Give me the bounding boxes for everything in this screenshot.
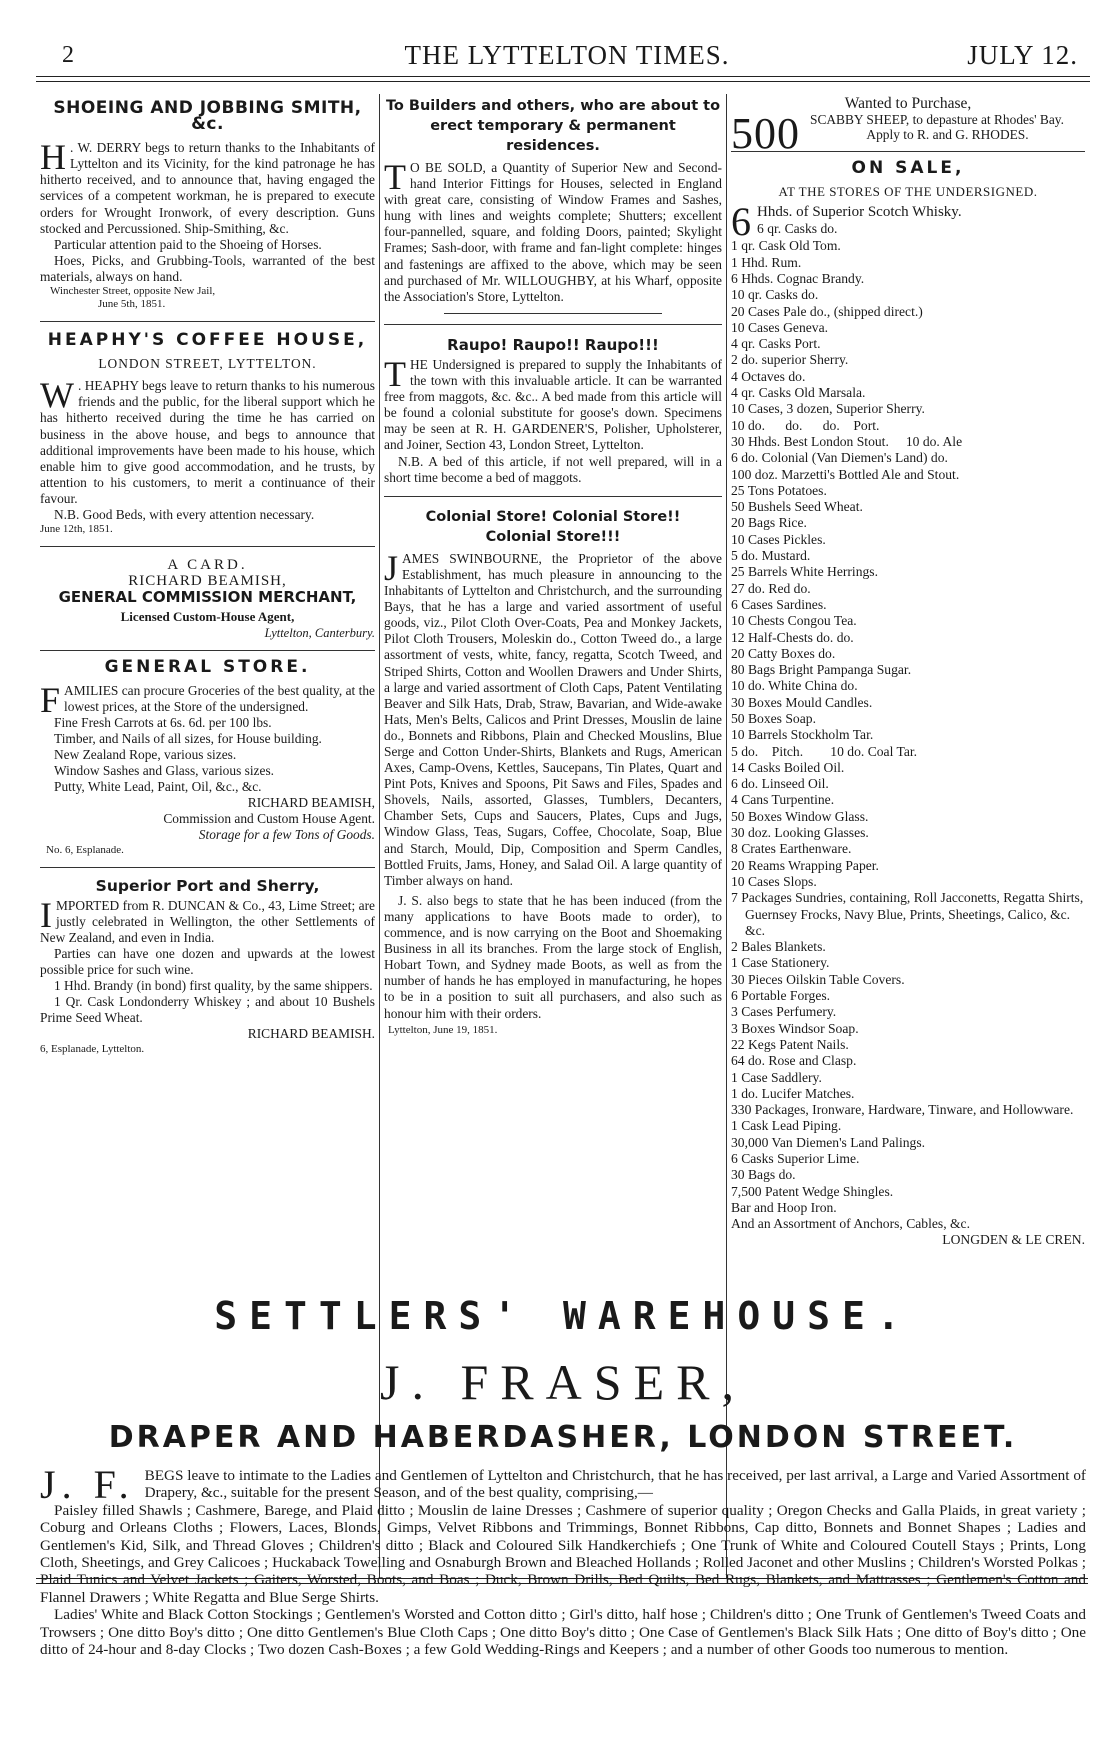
sale-item: 20 Cases Pale do., (shipped direct.) xyxy=(731,303,923,319)
store-items xyxy=(40,715,375,795)
wanted-number: 500 xyxy=(731,109,800,159)
store-address: No. 6, Esplanade. xyxy=(46,843,124,856)
sale-item: 1 do. Lucifer Matches. xyxy=(731,1085,855,1101)
page-number: 2 xyxy=(62,42,74,68)
sale-item: 6 Casks Superior Lime. xyxy=(731,1151,860,1166)
wanted-heading: Wanted to Purchase, xyxy=(844,95,972,112)
advert-initials: J. F. xyxy=(40,1462,135,1507)
wanted-body: 500 SCABBY SHEEP, to depasture at Rhodes' Bay. xyxy=(731,109,1064,159)
colonial-paragraph: J. S. also begs to state that he has been induced (from the many applications to have Boots made to order), to commence, and is now carrying on the Boot and Shoemaking Business in all its branches. From the large stock of English, Hobart Town, and Sydney made Boots, as well as from the number of hands he has employed in manufacturing, he hopes to be in a position to suit all purchasers, and also such as honour him with their orders. xyxy=(384,892,722,1021)
sale-item: 20 Catty Boxes do. xyxy=(731,645,836,661)
drop-cap: I xyxy=(40,894,52,935)
sale-item: 2 Bales Blankets. xyxy=(731,939,826,955)
sale-item: 4 qr. Casks Port. xyxy=(731,336,821,352)
column-2 xyxy=(384,96,722,1037)
port-body: IMPORTED from R. DUNCAN & Co., 43, Lime Street; are justly celebrated in Wellington, the other Settlements of New Zealand, and even in India. xyxy=(40,894,375,945)
newspaper-title: THE LYTTELTON TIMES. xyxy=(404,40,730,70)
sale-item: 7 Packages Sundries, containing, Roll Jacconetts, Regatta Shirts, Guernsey Frocks, Navy Blue, Prints, Sheetings, Calico, &c. &c. xyxy=(731,890,1087,938)
sale-item: 1 Cask Lead Piping. xyxy=(731,1118,842,1134)
sale-item: 1 qr. Cask Old Tom. xyxy=(731,238,841,254)
smith-date: June 5th, 1851. xyxy=(98,298,166,311)
sale-item: 6 Hhds. Cognac Brandy. xyxy=(731,270,865,286)
builders-body: T O BE SOLD, a Quantity of Superior New and Second-hand Interior Fittings for Houses, selected in England with great care, consisting of Window Frames and Sashes, hung with lines and weights complete; Shutters; excellent four-pannelled, square, and folding Doors, painted; Skylight Frames; Sash-door, with frame and fan-light complete: hinges and fastenings are affixed to the above, which may be seen and purchased of Mr. WILLOUGHBY, at his Wharf, opposite the Association's Store, Lyttelton. xyxy=(384,157,722,304)
divider xyxy=(40,867,375,868)
smith-paragraph: Particular attention paid to the Shoeing of Horses. xyxy=(54,236,322,252)
sale-item: 10 Cases, 3 dozen, Superior Sherry. xyxy=(731,401,925,417)
sale-item: 20 Bags Rice. xyxy=(731,515,807,531)
sale-number: 6 xyxy=(731,199,751,245)
divider xyxy=(444,313,662,314)
port-paragraph: 1 Hhd. Brandy (in bond) first quality, by the same shippers. xyxy=(54,978,373,994)
column-1 xyxy=(40,96,375,1056)
smith-paragraph: Hoes, Picks, and Grubbing-Tools, warranted of the best materials, always on hand. xyxy=(40,252,375,284)
column-3 xyxy=(731,96,1085,1249)
raupo-nb: N.B. A bed of this article, if not well prepared, will in a short time become a bed of maggots. xyxy=(384,453,722,485)
sale-item: 10 do. White China do. xyxy=(731,678,858,694)
masthead xyxy=(46,38,1088,74)
sale-item: 10 Cases Pickles. xyxy=(731,531,826,547)
store-item: Fine Fresh Carrots at 6s. 6d. per 100 lbs. xyxy=(54,714,272,730)
divider xyxy=(40,321,375,322)
sale-item: And an Assortment of Anchors, Cables, &c. xyxy=(731,1216,970,1232)
advert-body xyxy=(40,1462,1086,1659)
coffee-date: June 12th, 1851. xyxy=(40,523,113,536)
sale-item: 14 Casks Boiled Oil. xyxy=(731,759,845,775)
colonial-heading: Colonial Store! Colonial Store!! xyxy=(425,508,681,525)
sale-item: 30,000 Van Diemen's Land Palings. xyxy=(731,1134,926,1150)
sale-item: 5 do. Mustard. xyxy=(731,548,811,564)
divider xyxy=(40,546,375,547)
colonial-body: JAMES SWINBOURNE, the Proprietor of the above Establishment, has much pleasure in announcing to the Inhabitants of Lyttelton and Christchurch, and the surrounding Bays, that he has a large and varied assortment of useful goods, viz., Pilot Cloth Over-Coats, Pea and Monkey Jackets, Pilot Cloth Trousers, Moleskin do., Cotton Tweed do., a large assortment of vests, white, fancy, regatta, Scotch Tweed, and Striped Shirts, Cotton and Woollen Drawers and Under Shirts, a large and varied assortment of Cloth Caps, Patent Ventilating Beaver and Silk Hats, Drab, Straw, Bavarian, and Wide-awake Hats, Men's Belts, Calicos and Print Dresses, Mouslin de laine do., Bonnets and Ribbons, Plain and Checked Mouslins, Blue Serge and Cotton Under-Shirts, Blankets and Rugs, American Axes, Camp-Ovens, Kettles, Saucepans, Tin Plates, Quart and Pint Pots, Knives and Spoons, Pit Saws and Files, Spades and Shovels, Nails, assorted, Glasses, Tumblers, Decanters, Chamber Sets, Cups and Saucers, Plates, Cups and Jugs, Window Glass, Teas, Sugars, Coffee, Chocolate, Soap, Blue and Starch, Mould, Dip, Composition and Sperm Candles, Bottled Fruits, Jams, Honey, and Salad Oil. A large quantity of Timber always on hand. xyxy=(384,547,722,888)
sale-item: Bar and Hoop Iron. xyxy=(731,1199,837,1215)
smith-heading: SHOEING AND JOBBING SMITH, &c. xyxy=(53,98,362,135)
sale-item: 2 do. superior Sherry. xyxy=(731,352,849,368)
drop-cap: T xyxy=(384,353,406,394)
advert-paragraph: Ladies' White and Black Cotton Stockings ; Gentlemen's Worsted and Cotton ditto ; Girl's ditto, half hose ; Children's ditto ; One Trunk of Gentlemen's Tweed Coats and Trowsers ; One ditto Boy's ditto ; One ditto Gentlemen's Blue Cloth Caps ; One ditto Boy's ditto ; One Case of Gentlemen's Black Silk Hats ; One ditto of Boy's ditto ; One ditto of 24-hour and 8-day Clocks ; Two dozen Cash-Boxes ; a few Gold Wedding-Rings and Keepers ; and a number of other Goods too numerous to mention. xyxy=(40,1606,1086,1659)
sale-item: 7,500 Patent Wedge Shingles. xyxy=(731,1183,894,1199)
port-signature: RICHARD BEAMISH. xyxy=(247,1026,375,1042)
settlers-warehouse-advert xyxy=(40,1296,1086,1658)
store-item: Putty, White Lead, Paint, Oil, &c., &c. xyxy=(54,779,262,795)
sale-item: 30 Pieces Oilskin Table Covers. xyxy=(731,971,905,987)
smith-body: H . W. DERRY begs to return thanks to the Inhabitants of Lyttelton and its Vicinity, for the kind patronage he has hitherto received, and to announce that, having engaged the services of a competent workman, he is prepared to execute orders for Wrought Ironwork, of every description. Guns stocked and Percussioned. Ship-Smithing, &c. xyxy=(40,137,375,236)
advert-name: J. FRASER, xyxy=(380,1354,746,1410)
divider xyxy=(384,324,722,325)
coffee-heading: HEAPHY'S COFFEE HOUSE, xyxy=(47,330,368,351)
store-item: New Zealand Rope, various sizes. xyxy=(54,747,237,762)
store-signature-title: Commission and Custom House Agent. xyxy=(163,811,375,827)
smith-address: Winchester Street, opposite New Jail, xyxy=(50,285,216,298)
port-paragraph: Parties can have one dozen and upwards at the lowest possible price for such wine. xyxy=(40,945,375,978)
sale-item: 30 Bags do. xyxy=(731,1167,796,1183)
card-agent: Licensed Custom-House Agent, xyxy=(120,609,295,625)
sale-item: 3 Boxes Windsor Soap. xyxy=(731,1020,859,1036)
coffee-body: W . HEAPHY begs leave to return thanks to his numerous friends and the public, for the liberal support which he has hitherto received during the time he has carried on business in the above house, and begs to announce that additional improvements have been made to his house, which enable him to give good accommodation, and he trusts, by attention to his customers, to merit a continuance of their favour. xyxy=(40,375,375,506)
sale-item: 6 Hhds. of Superior Scotch Whisky. 6 qr. Casks do. xyxy=(731,199,962,245)
sale-item: 12 Half-Chests do. do. xyxy=(731,629,854,645)
sale-item: 330 Packages, Ironware, Hardware, Tinware, and Hollowware. xyxy=(731,1102,1074,1118)
sale-item: 10 Cases Geneva. xyxy=(731,319,829,335)
sale-item: 25 Tons Potatoes. xyxy=(731,482,827,498)
store-storage: Storage for a few Tons of Goods. xyxy=(198,827,375,843)
sale-item: 30 Boxes Mould Candles. xyxy=(731,694,873,710)
sale-item: 22 Kegs Patent Nails. xyxy=(731,1036,849,1052)
sale-item: 6 Cases Sardines. xyxy=(731,596,827,612)
card-place: Lyttelton, Canterbury. xyxy=(264,626,375,641)
card-title: GENERAL COMMISSION MERCHANT, xyxy=(58,588,357,607)
sale-item: 10 do. do. do. Port. xyxy=(731,417,880,433)
advert-paragraph: J. F. BEGS leave to intimate to the Ladies and Gentlemen of Lyttelton and Christchurch, that he has received, per last arrival, a Large and Varied Assortment of Drapery, &c., suitable for the present Season, and of the best quality, comprising,— xyxy=(40,1462,1086,1507)
drop-cap: H xyxy=(40,137,66,178)
sale-item: 10 Cases Slops. xyxy=(731,873,817,889)
issue-date: JULY 12. xyxy=(967,40,1078,70)
drop-cap: T xyxy=(384,157,406,197)
advert-title: SETTLERS' WAREHOUSE. xyxy=(214,1294,912,1338)
sale-item: 25 Barrels White Herrings. xyxy=(731,564,878,580)
sale-signature: LONGDEN & LE CREN. xyxy=(942,1232,1085,1248)
divider xyxy=(384,496,722,497)
sale-item: 5 do. Pitch. 10 do. Coal Tar. xyxy=(731,743,918,759)
card-heading: A CARD. xyxy=(167,557,248,574)
raupo-heading: Raupo! Raupo!! Raupo!!! xyxy=(447,335,659,354)
sale-item: 1 Hhd. Rum. xyxy=(731,254,802,270)
coffee-subheading: LONDON STREET, LYTTELTON. xyxy=(98,356,317,372)
sale-heading: ON SALE, xyxy=(851,158,965,179)
sale-item: 10 Barrels Stockholm Tar. xyxy=(731,727,874,743)
sale-item: 27 do. Red do. xyxy=(731,580,811,596)
advert-paragraph: Paisley filled Shawls ; Cashmere, Barege, and Plaid ditto ; Mouslin de laine Dresses ; Cashmere of superior quality ; Oregon Checks and Galla Plaids, in great variety ; Coburg and Orleans Cloths ; Flowers, Laces, Blonds, Gimps, Velvet Ribbons and Trimmings, Bonnet Ribbons, Cap ditto, Bonnets and Bonnet Shapes ; Ladies and Gentlemen's Kid, Silk, and Thread Gloves ; Children's ditto ; Black and Coloured Silk Handkerchiefs ; One Trunk of White and Coloured Coutell Stays ; Prints, Long Cloth, Sheetings, and Grey Calicoes ; Huckaback Towelling and Osnaburgh Brown and Bleached Hollands ; Rolled Jaconet and other Muslins ; Children's Worsted Polkas ; Plaid Tunics and Velvet Jackets ; Gaiters, Worsted, Boots, and Boas ; Duck, Brown Drills, Bed Quilts, Bed Rugs, Blankets, and Mattrasses ; Gentlemen's Cotton and Flannel Drawers ; White Regatta and Blue Serge Shirts. xyxy=(40,1501,1086,1606)
store-signature: RICHARD BEAMISH, xyxy=(247,795,375,811)
store-body: FAMILIES can procure Groceries of the best quality, at the lowest prices, at the Store of the undersigned. xyxy=(40,679,375,720)
sale-item: 3 Cases Perfumery. xyxy=(731,1004,837,1020)
advert-trade: DRAPER AND HABERDASHER, LONDON STREET. xyxy=(108,1420,1018,1455)
sale-item: 1 Case Saddlery. xyxy=(731,1069,822,1085)
port-address: 6, Esplanade, Lyttelton. xyxy=(40,1042,145,1055)
store-heading: GENERAL STORE. xyxy=(104,656,311,677)
sale-item: 8 Crates Earthenware. xyxy=(731,841,852,857)
sale-item: 6 Portable Forges. xyxy=(731,988,831,1004)
sale-item: 4 Octaves do. xyxy=(731,368,806,384)
sale-items xyxy=(731,238,1085,1232)
sale-item: 80 Bags Bright Pampanga Sugar. xyxy=(731,662,912,678)
sale-item: 30 Hhds. Best London Stout. 10 do. Ale xyxy=(731,433,963,449)
colonial-date: Lyttelton, June 19, 1851. xyxy=(388,1023,498,1036)
port-heading: Superior Port and Sherry, xyxy=(95,876,320,895)
wanted-apply: Apply to R. and G. RHODES. xyxy=(866,127,1029,143)
sale-item: 50 Boxes Window Glass. xyxy=(731,808,869,824)
sale-item: 4 qr. Casks Old Marsala. xyxy=(731,385,866,401)
sale-subheading: AT THE STORES OF THE UNDERSIGNED. xyxy=(778,184,1038,200)
builders-heading: To Builders and others, who are about to erect temporary & permanent residences. xyxy=(385,98,721,154)
sale-item: 20 Reams Wrapping Paper. xyxy=(731,857,879,873)
header-rule xyxy=(36,76,1090,82)
sale-item: 1 Case Stationery. xyxy=(731,955,830,971)
sale-item: 64 do. Rose and Clasp. xyxy=(731,1053,857,1069)
store-item: Window Sashes and Glass, various sizes. xyxy=(54,763,275,779)
drop-cap: W xyxy=(40,375,74,416)
sale-item: 30 doz. Looking Glasses. xyxy=(731,825,869,841)
sale-item: 100 doz. Marzetti's Bottled Ale and Stout. xyxy=(731,466,960,482)
sale-list xyxy=(731,199,1087,1248)
sale-item: 10 qr. Casks do. xyxy=(731,287,819,303)
sale-item: 10 Chests Congou Tea. xyxy=(731,613,857,629)
colonial-heading-2: Colonial Store!!! xyxy=(485,528,621,545)
drop-cap: F xyxy=(40,679,61,720)
sale-item: 50 Bushels Seed Wheat. xyxy=(731,499,863,515)
drop-cap: J xyxy=(384,547,399,588)
port-paragraph: 1 Qr. Cask Londonderry Whiskey ; and about 10 Bushels Prime Seed Wheat. xyxy=(40,994,375,1026)
coffee-nb: N.B. Good Beds, with every attention necessary. xyxy=(54,506,315,522)
store-item: Timber, and Nails of all sizes, for House building. xyxy=(54,730,322,746)
raupo-body: THE Undersigned is prepared to supply the Inhabitants of the town with this invaluable article. It can be warranted free from maggots, &c. &c.. A bed made from this article will be found a colonial substitute for goose's down. Specimens may be seen at R. H. GARDENER'S, Polisher, Upholsterer, and Joiner, Section 43, London Street, Lyttelton. xyxy=(384,353,722,453)
divider xyxy=(40,650,375,651)
sale-item: 4 Cans Turpentine. xyxy=(731,792,835,808)
sale-item: 6 do. Colonial (Van Diemen's Land) do. xyxy=(731,450,948,466)
sale-item: 50 Boxes Soap. xyxy=(731,710,816,726)
card-name: RICHARD BEAMISH, xyxy=(128,573,287,590)
sale-item: 6 do. Linseed Oil. xyxy=(731,776,829,792)
